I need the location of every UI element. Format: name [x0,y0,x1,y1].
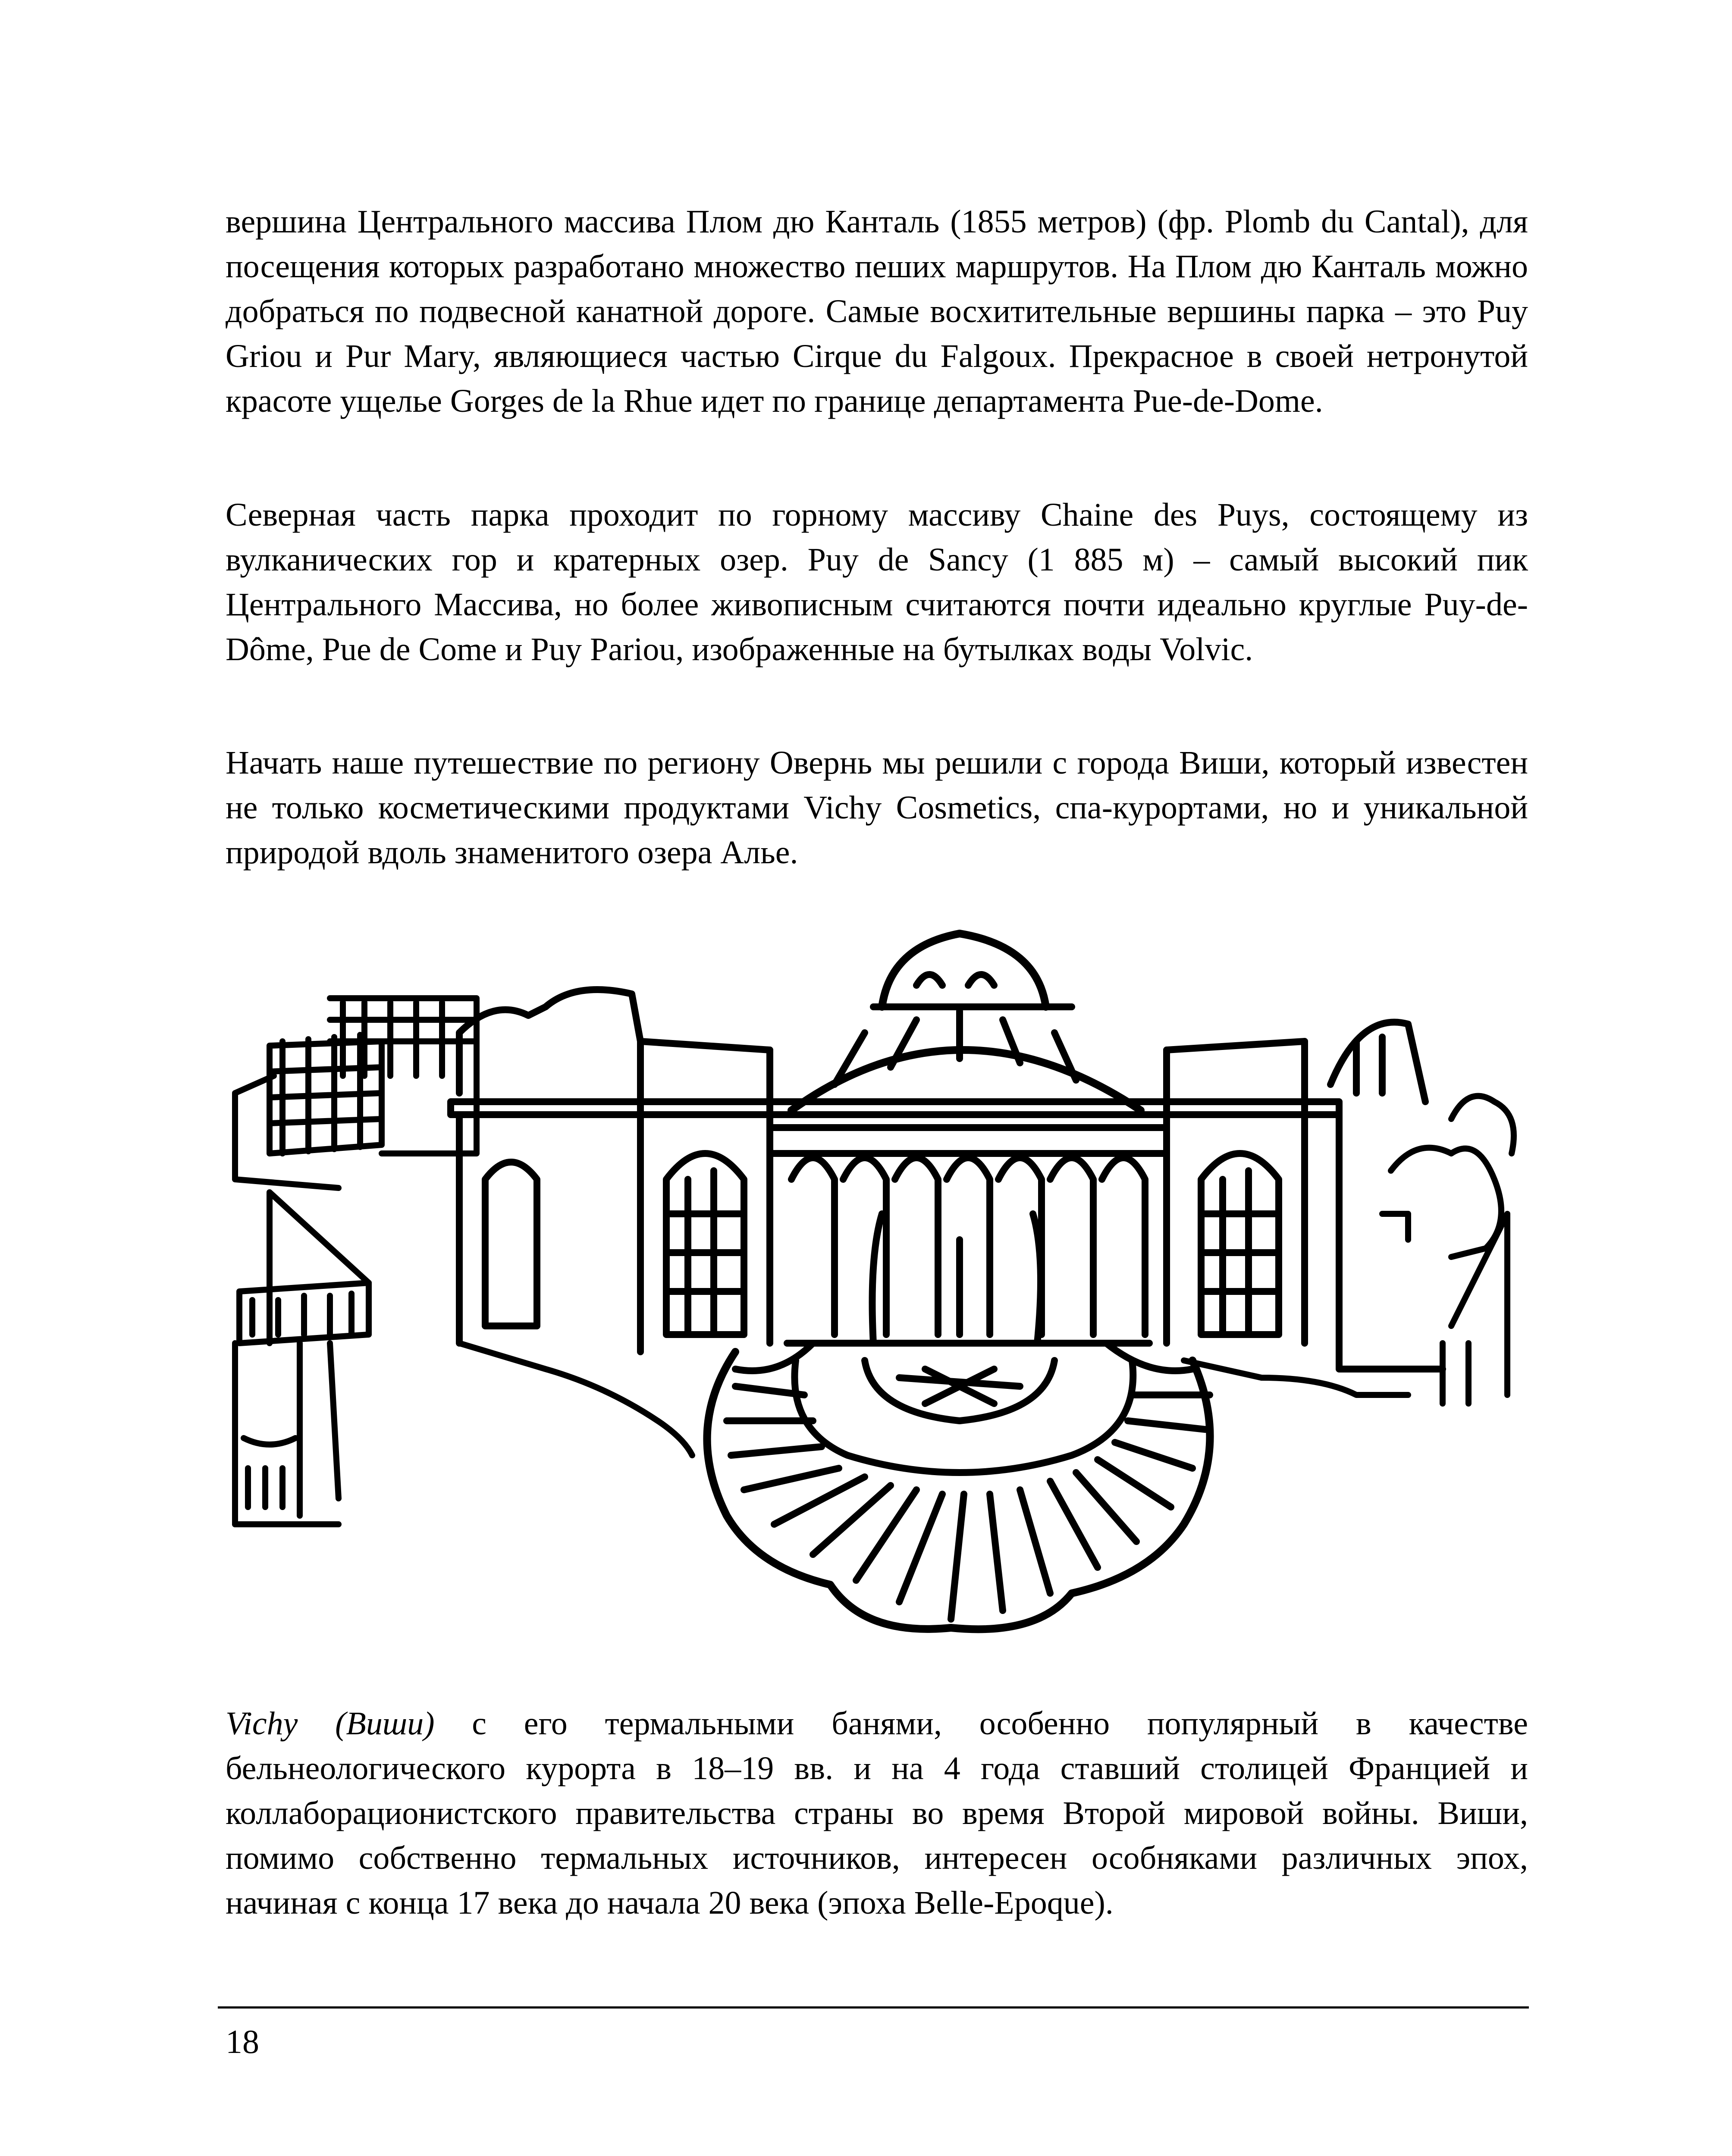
left-building [235,998,477,1188]
caption-text: с его термальными банями, особенно популярный в качестве бельнеологического курорта в 18–19 вв. и на 4 года ставший столицей Францией и коллаборационистского правительства страны во время Второй мировой войны. Виши, помимо собственно термальных источников, интересен особняками различных эпох, начиная с конца 17 века до начала 20 века (эпоха Belle-Epoque). [226,1705,1528,1921]
fountain-forecourt [707,1214,1210,1629]
caption-vichy [226,1701,1528,1925]
vichy-thermal-baths-sketch [218,912,1533,1667]
left-kiosk [235,1192,369,1524]
page-number: 18 [226,2023,259,2060]
paragraph-plomb-du-cantal: вершина Центрального массива Плом дю Канталь (1855 метров) (фр. Plomb du Cantal), для посещения которых разработано множество пеших маршрутов. На Плом дю Канталь можно добраться по подвесной канатной дороге. Самые восхитительные вершины парка – это Puy Griou и Pur Mary, являющиеся частью Cirque du Falgoux. Прекрасное в своей нетронутой красоте ущелье Gorges de la Rhue идет по границе департамента Pue-de-Dome. [226,204,1528,419]
footer-divider [218,2006,1529,2009]
paragraph-vichy-intro: Начать наше путешествие по региону Овернь мы решили с города Виши, который известен не только косметическими продуктами Vichy Cosmetics, спа-курортами, но и уникальной природой вдоль знаменитого озера Алье. [226,745,1528,871]
main-pavilion [451,934,1443,1369]
right-scenery [1382,1096,1514,1404]
caption-title: Vichy (Виши) [226,1705,435,1742]
paragraph-chaine-des-puys: Северная часть парка проходит по горному массиву Chaine des Puys, состоящему из вулканических гор и кратерных озер. Puy de Sancy (1 885 м) – самый высокий пик Центрального Массива, но более живописным считаются почти идеально круглые Puy-de-Dôme, Pue de Come и Puy Pariou, изображенные на бутылках воды Volvic. [226,497,1528,667]
